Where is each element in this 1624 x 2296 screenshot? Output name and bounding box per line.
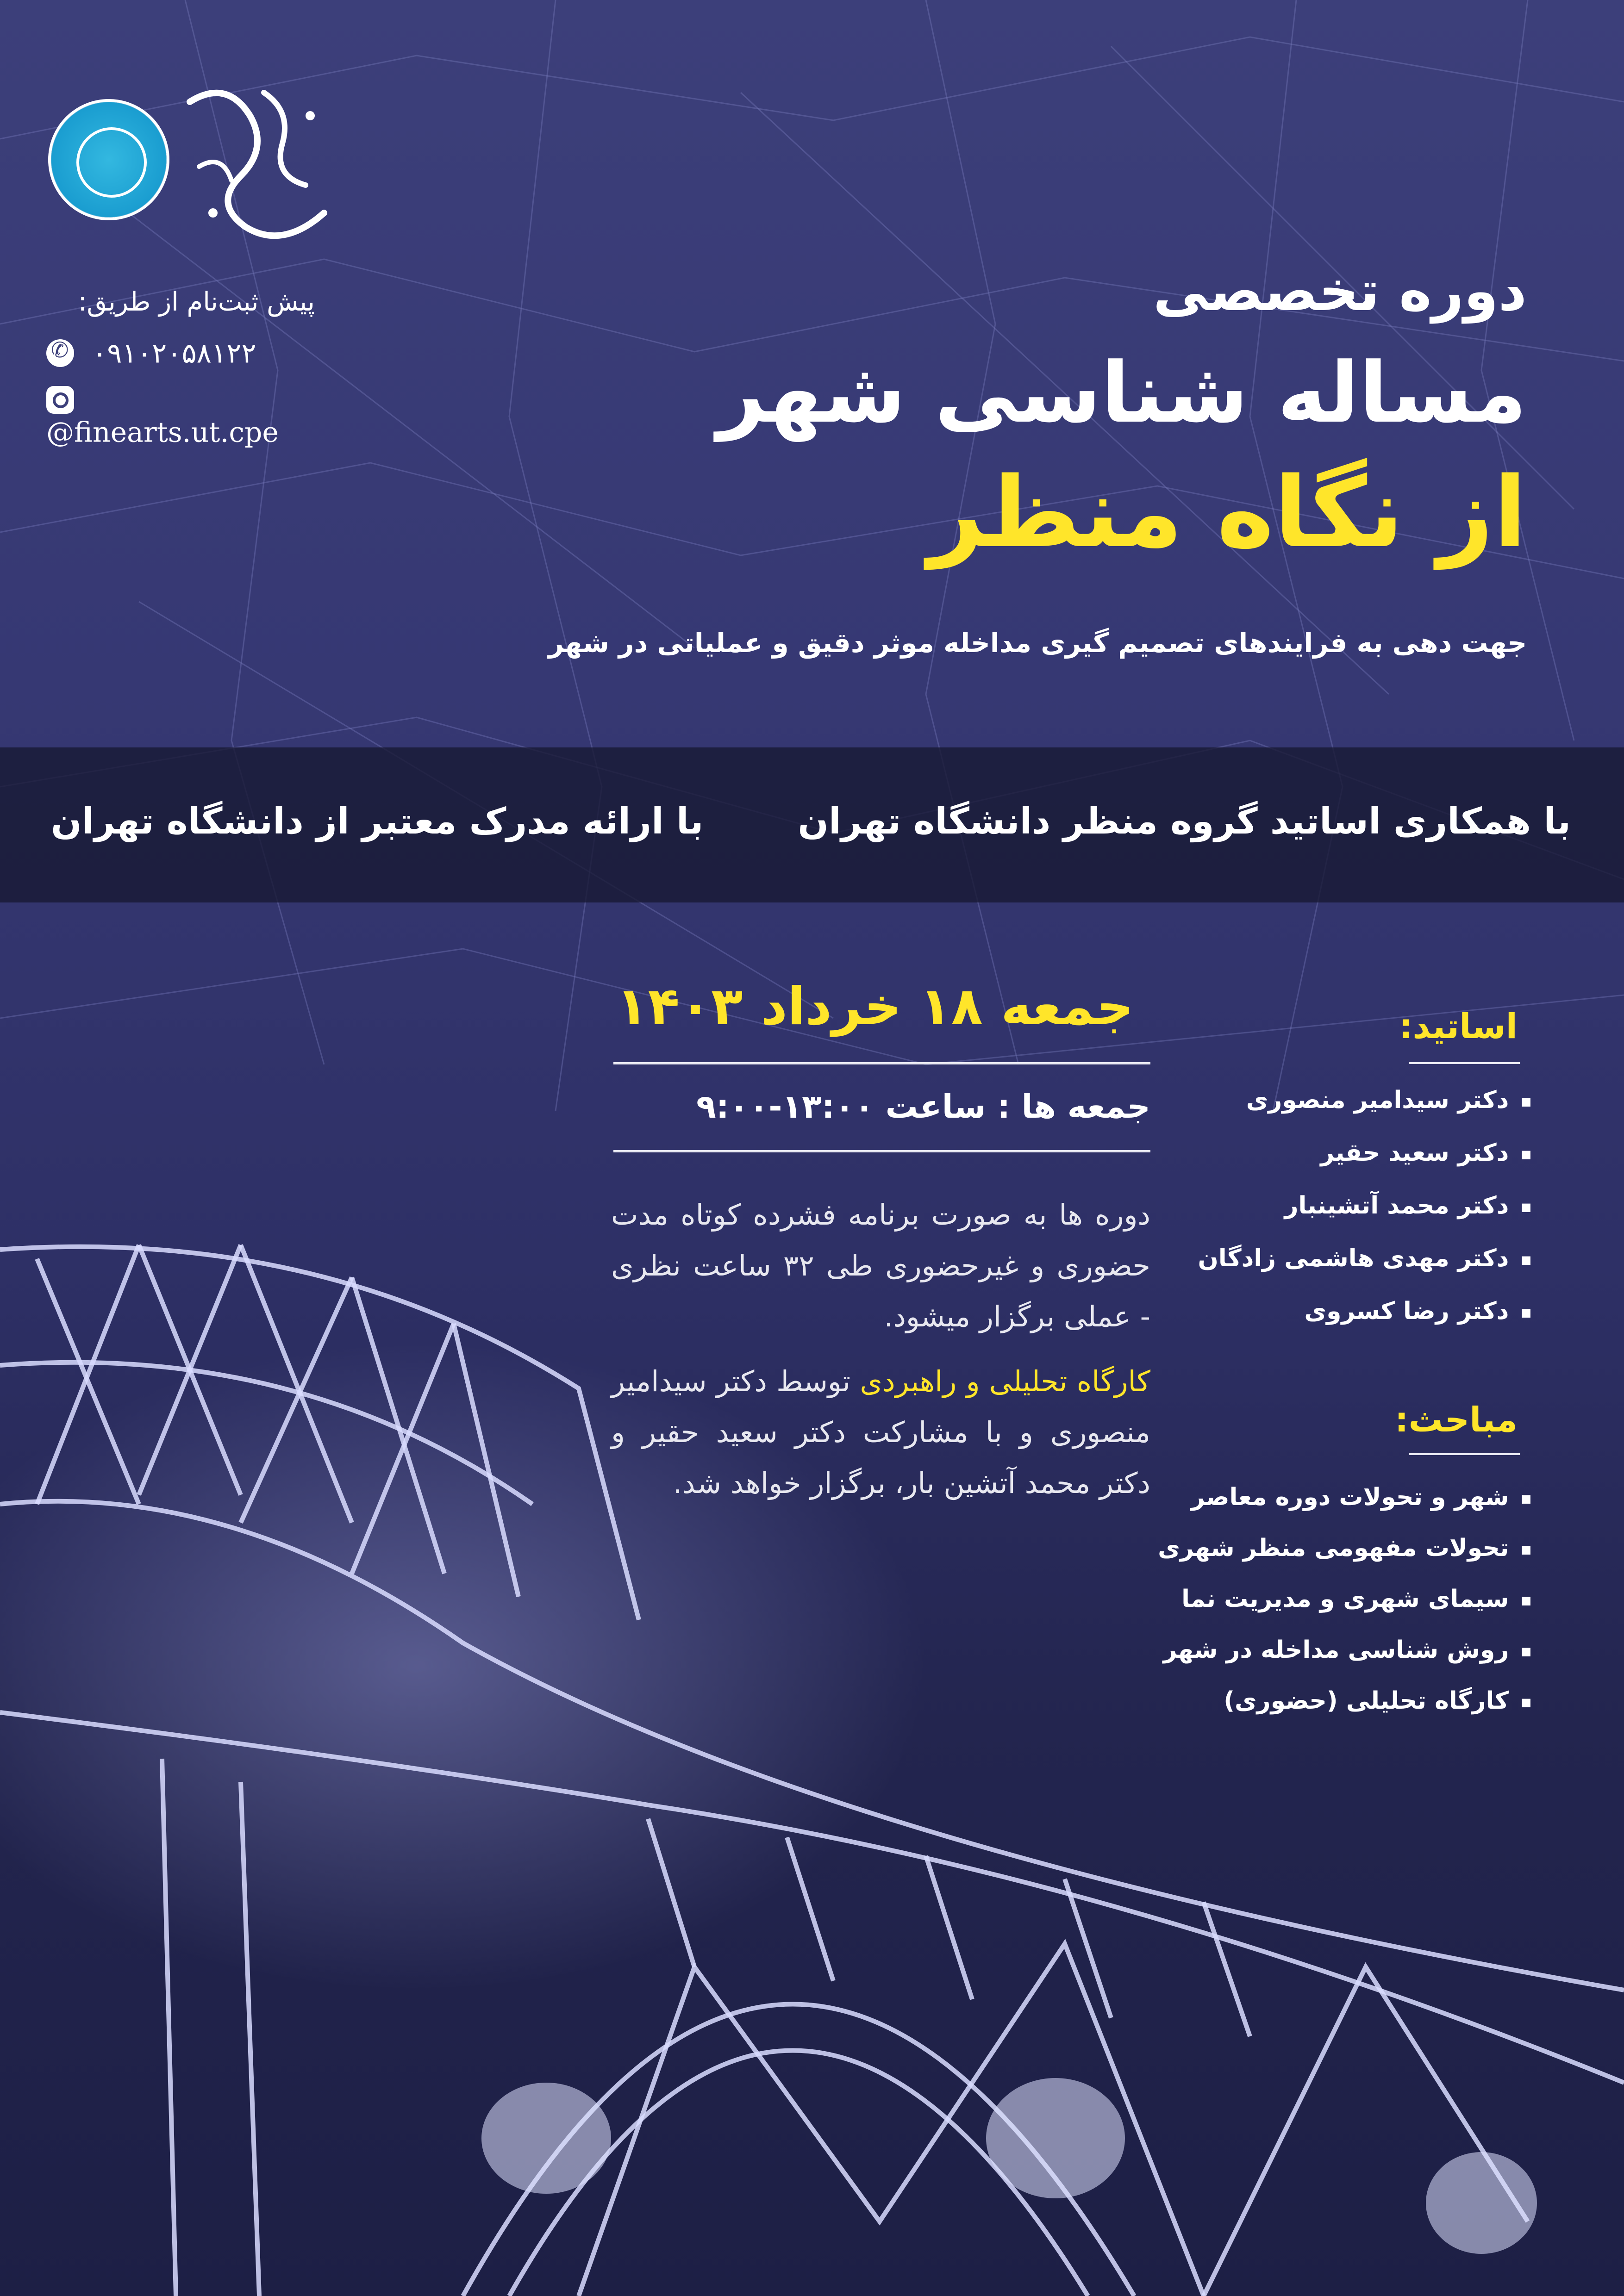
instructors-underline: [1409, 1062, 1520, 1064]
instructors-title: اساتید:: [1399, 1007, 1518, 1046]
divider: [613, 1150, 1150, 1152]
university-logo: [51, 69, 338, 264]
course-description: دوره ها به صورت برنامه فشرده کوتاه مدت حضوری و غیرحضوری طی ۳۲ ساعت نظری - عملی برگزار میشود.: [611, 1198, 1150, 1333]
phone-number: ۰۹۱۰۲۰۵۸۱۲۲: [92, 337, 256, 370]
topics-list: [1158, 1472, 1531, 1726]
topics-underline: [1409, 1453, 1520, 1455]
workshop-details: توسط دکتر سیدامیر منصوری و با مشارکت دکتر سعید حقیر و دکتر محمد آتشین بار، برگزار خواهد شد.: [611, 1364, 1150, 1500]
registration-phone[interactable]: [46, 336, 315, 373]
event-date: جمعه ۱۸ خرداد ۱۴۰۳: [616, 977, 1134, 1037]
university-seal-icon: [51, 102, 167, 218]
instagram-icon: [46, 386, 74, 414]
list-item: ■ دکتر سیدامیر منصوری: [1198, 1074, 1532, 1126]
list-item: ■ دکتر مهدی هاشمی زادگان: [1198, 1232, 1532, 1285]
course-kicker: دوره تخصصی: [1153, 259, 1527, 324]
divider: [613, 1062, 1150, 1064]
registration-instagram[interactable]: [46, 382, 315, 449]
phone-icon: [46, 339, 74, 367]
course-title: مساله شناسی شهر: [717, 345, 1527, 442]
list-item: ■ تحولات مفهومی منظر شهری: [1158, 1523, 1531, 1574]
instagram-handle: @finearts.ut.cpe: [46, 416, 279, 449]
list-item: ■ کارگاه تحلیلی (حضوری): [1158, 1675, 1531, 1726]
fine-arts-script-logo: [171, 74, 338, 259]
list-item: ■ روش شناسی مداخله در شهر: [1158, 1624, 1531, 1675]
list-item: ■ دکتر رضا کسروی: [1198, 1285, 1532, 1338]
instructors-list: [1198, 1074, 1532, 1338]
light-trees: [481, 2078, 1537, 2254]
list-item: ■ دکتر محمد آتشینبار: [1198, 1179, 1532, 1232]
topics-title: مباحث:: [1394, 1400, 1518, 1440]
event-schedule: جمعه ها : ساعت ۱۳:۰۰-۹:۰۰: [696, 1088, 1150, 1126]
list-item: ■ دکتر سعید حقیر: [1198, 1126, 1532, 1179]
list-item: ■ سیمای شهری و مدیریت نما: [1158, 1574, 1531, 1624]
registration-label: پیش ثبت‌نام از طریق:: [78, 287, 315, 317]
course-tagline: جهت دهی به فرایندهای تصمیم گیری مداخله موثر دقیق و عملیاتی در شهر: [548, 627, 1527, 659]
workshop-highlight: کارگاه تحلیلی و راهبردی: [860, 1364, 1150, 1398]
band-certificate: با ارائه مدرک معتبر از دانشگاه تهران: [51, 801, 704, 842]
list-item: ■ شهر و تحولات دوره معاصر: [1158, 1472, 1531, 1523]
workshop-description: [611, 1356, 1150, 1509]
band-collaboration: با همکاری اساتید گروه منظر دانشگاه تهران: [798, 801, 1571, 842]
course-subtitle: از نگاه منظر: [928, 456, 1527, 569]
